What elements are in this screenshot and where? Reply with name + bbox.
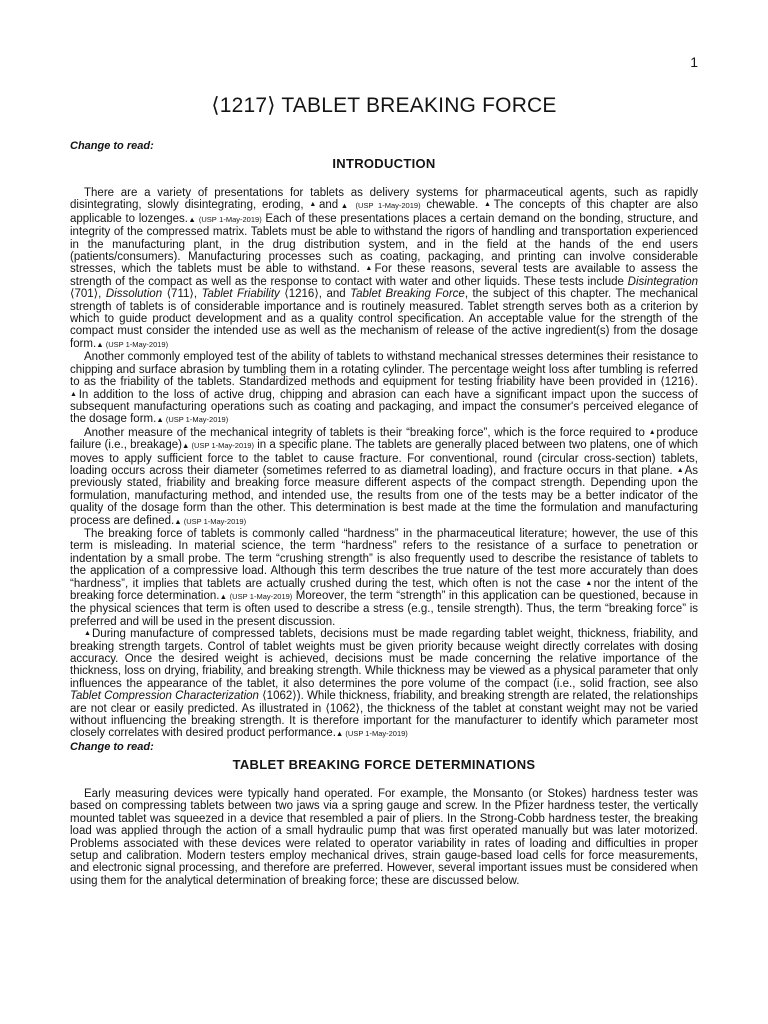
paragraph-text: Disintegration xyxy=(627,275,698,288)
paragraph-text: , the subject of this chapter. The mechanical strength of tablets is of considerable importance and is routinely measured. Tablet strength serves both as a criterion by which to guide product development and as a quality control specification. An acceptable value for the strength of the compact must consider the intended use as well as the mechanism of release of the active ingredient(s) from the dosage form. xyxy=(70,288,698,350)
revision-triangle-icon: ▲ xyxy=(484,201,494,209)
usp-revision-marker: ▲ (USP 1-May-2019) xyxy=(187,214,262,224)
section-heading-determinations: TABLET BREAKING FORCE DETERMINATIONS xyxy=(232,757,536,772)
usp-revision-marker: ▲ (USP 1-May-2019) xyxy=(174,516,247,526)
paragraph-text: ⟨1062⟩). While thickness, friability, and breaking strength are related, the relationships are not clear or easily predicted. As illustrated in ⟨1062⟩, the thickness of the tablet at constant weight may not be varied without influencing the breaking strength. It is therefore important for the manufacturer to identify which parameter most closely correlates with desired product performance. xyxy=(70,690,698,740)
paragraph-text: in a specific plane. The tablets are generally placed between two platens, one of which moves to apply sufficient force to the tablet to cause fracture. For conventional, round (circular cross-section) tablets, loading occurs across their diameter (sometimes referred to as diametral loading), and fracture occurs in that plane. xyxy=(70,439,698,477)
revision-triangle-icon: ▲ xyxy=(648,428,657,436)
paragraph-text: Another commonly employed test of the ability of tablets to withstand mechanical stresses determines their resistance to chipping and surface abrasion by tumbling them in a rotating cylinder. The percentage weight loss after tumbling is referred to as the friability of the tablets. Standardized methods and equipment for testing friability have been provided in ⟨1216⟩. xyxy=(70,351,698,389)
paragraph-text: produce failure (i.e., breakage) xyxy=(70,426,698,452)
paragraph-text: In addition to the loss of active drug, chipping and abrasion can each have a significant impact upon the success of subsequent manufacturing operations such as coating and packaging, and impact the consumer's perceived elegance of the dosage form. xyxy=(70,388,698,426)
page-number: 1 xyxy=(690,54,698,70)
revision-triangle-icon: ▲ xyxy=(309,201,319,209)
section-body-introduction xyxy=(70,187,698,741)
revision-triangle-icon: ▲ xyxy=(84,630,92,638)
usp-revision-marker: ▲ (USP 1-May-2019) xyxy=(96,339,169,349)
paragraph-text: The concepts of this chapter are also applicable to lozenges. xyxy=(70,199,698,225)
revision-triangle-icon: ▲ xyxy=(585,579,594,587)
paragraph-text: nor the intent of the breaking force determination. xyxy=(70,577,698,602)
revision-triangle-icon: ▲ xyxy=(70,390,79,398)
paragraph-text: Tablet Friability xyxy=(201,288,280,301)
paragraph-text: During manufacture of compressed tablets, decisions must be made regarding tablet weight, thickness, friability, and breaking strength targets. Control of tablet weights must be given priority because weight directly correlates with dosing accuracy. Once the desired weight is achieved, decisions must be made concerning the relative importance of the thickness, loss on drying, friability, and breaking strength. While thickness may be viewed as a physical parameter that only influences the appearance of the tablet, it also determines the pore volume of the compact (i.e., solid fraction, see also xyxy=(70,628,698,690)
paragraph xyxy=(70,187,698,351)
paragraph-text: Tablet Breaking Force xyxy=(350,288,465,301)
paragraph-text: ⟨1216⟩, and xyxy=(279,288,351,301)
paragraph xyxy=(70,628,698,741)
paragraph xyxy=(70,528,698,628)
paragraph-text: and xyxy=(318,199,339,212)
paragraph-text: For these reasons, several tests are available to assess the strength of the compact as well as the response to contact with water and other liquids. These tests include xyxy=(70,263,698,288)
paragraph-text: There are a variety of presentations for tablets as delivery systems for pharmaceutical agents, such as rapidly disintegrating, slowly disintegrating, eroding, xyxy=(70,187,698,212)
usp-revision-marker: ▲ (USP 1-May-2019) xyxy=(338,201,421,211)
paragraph-text: Tablet Compression Characterization xyxy=(70,690,259,703)
paragraph-text: Early measuring devices were typically hand operated. For example, the Monsanto (or Stokes) hardness tester was based on compressing tablets between two jaws via a spring gauge and screw. In the Pfizer hardness tester, the vertically mounted tablet was squeezed in a device that resembled a pair of pliers. In the Strong-Cobb hardness tester, the breaking load was applied through the action of a small hydraulic pump that was first operated manually but was later motorized. Problems associated with these devices were related to operator variability in rates of loading and difficulties in proper setup and calibration. Modern testers employ mechanical drives, strain gauge-based load cells for force measurements, and electronic signal processing, and therefore are preferred. However, several important issues must be considered when using them for the analytical determination of breaking force; these are discussed below. xyxy=(70,788,698,887)
paragraph-text: ⟨701⟩, xyxy=(70,288,106,301)
change-note-determinations: Change to read: xyxy=(70,741,154,753)
paragraph-text: ⟨711⟩, xyxy=(162,288,202,301)
paragraph-text: Moreover, the term “strength” in this application can be questioned, because in the physical sciences that term is often used to describe a stress (e.g., tensile strength). Thus, the term “breaking force” is preferred and will be used in the present discussion. xyxy=(70,590,698,628)
paragraph-text: chewable. xyxy=(420,199,485,212)
paragraph xyxy=(70,788,698,887)
usp-revision-marker: ▲ (USP 1-May-2019) xyxy=(335,729,408,739)
paragraph xyxy=(70,351,698,426)
paragraph-text: Dissolution xyxy=(105,288,163,301)
usp-revision-marker: ▲ (USP 1-May-2019) xyxy=(181,441,254,451)
paragraph-text: As previously stated, friability and breaking force measure different aspects of the compact strength. Depending upon the formulation, manufacturing method, and intended use, the results from one of the tests may be a better indicator of the quality of the dosage form than the other. This determination is best made at the time the formulation and manufacturing process are defined. xyxy=(70,464,698,527)
revision-triangle-icon: ▲ xyxy=(365,265,375,273)
page-title: ⟨1217⟩ TABLET BREAKING FORCE xyxy=(211,94,557,117)
revision-triangle-icon: ▲ xyxy=(676,466,685,474)
section-body-determinations xyxy=(70,788,698,887)
usp-revision-marker: ▲ (USP 1-May-2019) xyxy=(219,592,293,601)
paragraph-text: The breaking force of tablets is commonly called “hardness” in the pharmaceutical literature; however, the use of this term is misleading. In material science, the term “hardness” refers to the resistance of a surface to penetration or indentation by a small probe. The term “crushing strength” is also frequently used to describe the resistance of tablets to the application of a compressive load. Although this term describes the true nature of the test more accurately than does “hardness”, it implies that tablets are actually crushed during the test, which often is not the case xyxy=(70,527,698,590)
paragraph-text: Each of these presentations places a certain demand on the bonding, structure, and integrity of the compressed matrix. Tablets must be able to withstand the rigors of handling and transportation experienced in the manufacturing plant, in the drug distribution system, and in the field at the hands of the end users (patients/consumers). Manufacturing processes such as coating, packaging, and printing can involve considerable stresses, which the tablets must be able to withstand. xyxy=(70,212,698,276)
section-heading-introduction: INTRODUCTION xyxy=(332,156,436,171)
change-note-introduction: Change to read: xyxy=(70,140,154,152)
usp-revision-marker: ▲ (USP 1-May-2019) xyxy=(156,415,229,425)
paragraph xyxy=(70,427,698,528)
paragraph-text: Another measure of the mechanical integrity of tablets is their “breaking force”, which is the force required to xyxy=(84,426,649,439)
